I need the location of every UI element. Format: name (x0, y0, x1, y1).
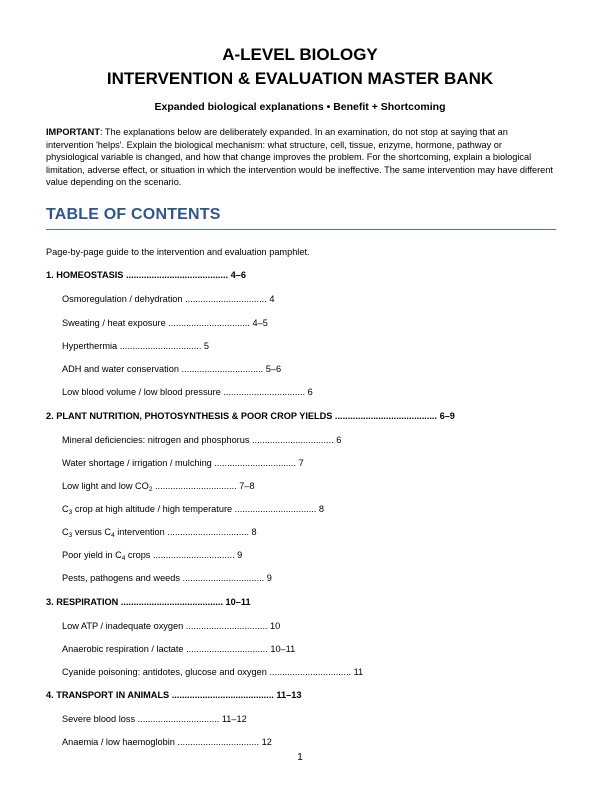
document-title-line-1: A-LEVEL BIOLOGY (222, 45, 378, 64)
toc-item-sweating[interactable]: Sweating / heat exposure ................................ 4–5 (62, 318, 268, 328)
subscript: 2 (148, 486, 153, 493)
toc-item-hyperthermia[interactable]: Hyperthermia ................................ 5 (62, 341, 210, 351)
toc-item-low-blood-volume[interactable]: Low blood volume / low blood pressure ................................ 6 (62, 387, 313, 397)
toc-item-water-shortage[interactable]: Water shortage / irrigation / mulching ................................ 7 (62, 458, 304, 468)
toc-item-dots-page: crop at high altitude / high temperature ................................ 8 (72, 504, 325, 514)
toc-section-respiration[interactable]: 3. RESPIRATION ........................................ 10–11 (46, 597, 251, 607)
document-subtitle: Expanded biological explanations • Benefit + Shortcoming (154, 101, 446, 113)
toc-item-text: Poor yield in C (62, 550, 122, 560)
toc-section-plant-nutrition[interactable]: 2. PLANT NUTRITION, PHOTOSYNTHESIS & POOR CROP YIELDS ........................................ 6–9 (46, 411, 455, 421)
toc-heading-rule (46, 229, 556, 230)
toc-item-pests[interactable]: Pests, pathogens and weeds ................................ 9 (62, 573, 272, 583)
toc-item-text: C (62, 527, 69, 537)
toc-heading: TABLE OF CONTENTS (46, 206, 221, 223)
toc-item-cyanide[interactable]: Cyanide poisoning: antidotes, glucose and oxygen ................................ 11 (62, 667, 364, 677)
important-label: IMPORTANT (46, 127, 100, 137)
toc-item-low-atp[interactable]: Low ATP / inadequate oxygen ................................ 10 (62, 621, 281, 631)
toc-item-text: C (62, 504, 69, 514)
subscript: 3 (68, 509, 73, 516)
toc-item-dots-page: crops ................................ 9 (125, 550, 243, 560)
important-note (46, 126, 556, 189)
toc-item-blood-loss[interactable]: Severe blood loss ................................ 11–12 (62, 714, 247, 724)
document-title-line-2: INTERVENTION & EVALUATION MASTER BANK (106, 69, 494, 88)
toc-intro: Page-by-page guide to the intervention and evaluation pamphlet. (46, 247, 310, 257)
toc-item-c3-altitude[interactable] (62, 504, 324, 514)
toc-item-text: Low light and low CO (62, 481, 149, 491)
page-number: 1 (297, 752, 303, 763)
toc-item-anaemia[interactable]: Anaemia / low haemoglobin ................................ 12 (62, 737, 272, 747)
toc-item-text: versus C (72, 527, 112, 537)
toc-item-anaerobic[interactable]: Anaerobic respiration / lactate ................................ 10–11 (62, 644, 296, 654)
toc-section-homeostasis[interactable]: 1. HOMEOSTASIS ........................................ 4–6 (46, 270, 246, 280)
subscript: 3 (68, 532, 73, 539)
toc-item-dots-page: intervention ................................ 8 (114, 527, 257, 537)
subscript: 4 (111, 532, 115, 539)
toc-item-low-light-co2[interactable] (62, 481, 255, 491)
toc-item-mineral-deficiencies[interactable]: Mineral deficiencies: nitrogen and phosphorus ................................ 6 (62, 435, 342, 445)
toc-section-transport[interactable]: 4. TRANSPORT IN ANIMALS ........................................ 11–13 (46, 690, 302, 700)
toc-item-osmoregulation[interactable]: Osmoregulation / dehydration ................................ 4 (62, 294, 275, 304)
toc-item-dots-page: ................................ 7–8 (152, 481, 255, 491)
important-text: : The explanations below are deliberately expanded. In an examination, do not stop at saying that an intervention 'helps'. Explain the biological mechanism: what structure, cell, tissue, enzyme, hormone, pathway or physiological variable is changed, and how that change improves the problem. For the shortcoming, explain a biological limitation, adverse effect, or situation in which the intervention would be ineffective. The same intervention may have different value depending on the scenario. (46, 127, 553, 188)
toc-item-adh[interactable]: ADH and water conservation ................................ 5–6 (62, 364, 282, 374)
subscript: 4 (121, 555, 126, 562)
toc-item-poor-yield-c4[interactable] (62, 550, 242, 560)
toc-item-c3-vs-c4[interactable] (62, 527, 257, 537)
